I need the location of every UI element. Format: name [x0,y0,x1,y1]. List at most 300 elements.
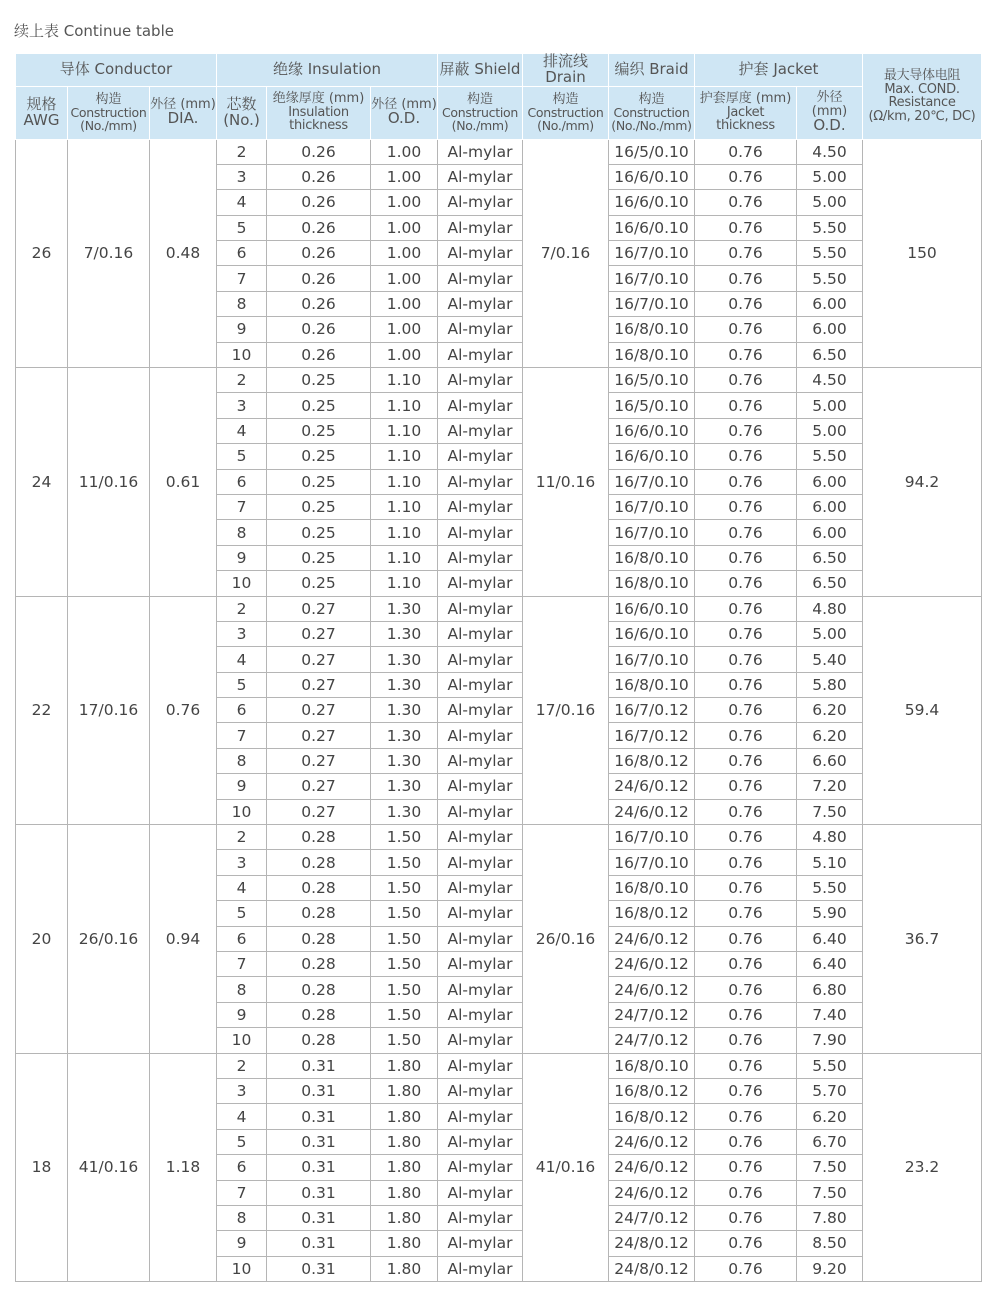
insulation-thickness-cell: 0.27 [267,799,371,824]
shield-cell: Al-mylar [438,215,523,240]
shield-cell: Al-mylar [438,469,523,494]
jacket-od-en: O.D. [813,116,846,135]
insulation-thickness-cell: 0.25 [267,368,371,393]
resistance-en2: Resistance [888,95,956,111]
shield-cell: Al-mylar [438,164,523,189]
cores-cell: 4 [217,418,267,443]
insulation-thickness-cell: 0.25 [267,393,371,418]
braid-cell: 24/6/0.12 [609,1155,695,1180]
braid-cell: 24/6/0.12 [609,799,695,824]
insulation-thickness-cell: 0.31 [267,1053,371,1078]
insulation-od-cell: 1.50 [371,1028,438,1053]
jacket-od-cell: 6.00 [797,291,863,316]
shield-cell: Al-mylar [438,825,523,850]
jacket-thickness-cell: 0.76 [695,444,797,469]
jacket-thickness-cell: 0.76 [695,901,797,926]
insulation-thickness-cell: 0.31 [267,1129,371,1154]
jacket-od-cell: 5.50 [797,241,863,266]
cores-cell: 5 [217,672,267,697]
jacket-od-cell: 6.70 [797,1129,863,1154]
jacket-od-cell: 5.00 [797,190,863,215]
cores-zh: 芯数 [226,94,257,113]
cores-cell: 7 [217,723,267,748]
insulation-thickness-cell: 0.28 [267,952,371,977]
resistance-cell: 150 [863,139,982,368]
braid-cell: 16/5/0.10 [609,139,695,164]
shield-cell: Al-mylar [438,698,523,723]
jacket-od-cell: 5.50 [797,215,863,240]
jacket-thickness-cell: 0.76 [695,596,797,621]
insulation-thickness-cell: 0.26 [267,241,371,266]
braid-cell: 24/6/0.12 [609,926,695,951]
jacket-od-cell: 8.50 [797,1231,863,1256]
jacket-thickness-cell: 0.76 [695,317,797,342]
cores-cell: 9 [217,317,267,342]
insulation-thickness-cell: 0.28 [267,977,371,1002]
insulation-od-cell: 1.00 [371,215,438,240]
braid-cell: 16/7/0.10 [609,469,695,494]
jacket-thickness-cell: 0.76 [695,418,797,443]
jacket-thickness-cell: 0.76 [695,799,797,824]
jacket-od-cell: 7.40 [797,1002,863,1027]
insulation-od-cell: 1.10 [371,444,438,469]
header-insulation: 绝缘 Insulation [217,54,438,87]
conductor-construction-cell: 26/0.16 [68,825,150,1054]
insulation-thickness-cell: 0.27 [267,723,371,748]
header-insulation-thickness [267,86,371,139]
insulation-thickness-cell: 0.26 [267,266,371,291]
jacket-thick-en1: Jacket [726,104,765,120]
shield-cell: Al-mylar [438,1053,523,1078]
shield-cell: Al-mylar [438,1028,523,1053]
shield-cell: Al-mylar [438,850,523,875]
jacket-od-cell: 5.70 [797,1078,863,1103]
shield-cell: Al-mylar [438,1155,523,1180]
table-row [16,368,982,393]
shield-cell: Al-mylar [438,418,523,443]
jacket-thickness-cell: 0.76 [695,190,797,215]
jacket-thickness-cell: 0.76 [695,1155,797,1180]
table-row [16,596,982,621]
cores-cell: 8 [217,748,267,773]
insulation-od-cell: 1.80 [371,1155,438,1180]
jacket-od-cell: 7.50 [797,1155,863,1180]
insulation-od-cell: 1.50 [371,926,438,951]
shield-cell: Al-mylar [438,723,523,748]
jacket-thickness-cell: 0.76 [695,723,797,748]
jacket-thickness-cell: 0.76 [695,1053,797,1078]
cable-spec-table [15,53,982,1282]
insulation-thickness-cell: 0.27 [267,672,371,697]
braid-cell: 24/7/0.12 [609,1205,695,1230]
braid-cell: 24/6/0.12 [609,952,695,977]
cores-cell: 3 [217,621,267,646]
insulation-od-cell: 1.30 [371,672,438,697]
header-awg [16,86,68,139]
jacket-thickness-cell: 0.76 [695,647,797,672]
insulation-od-cell: 1.00 [371,241,438,266]
cores-cell: 8 [217,291,267,316]
cores-cell: 10 [217,571,267,596]
insulation-od-cell: 1.50 [371,1002,438,1027]
header-braid: 编织 Braid [609,54,695,87]
jacket-thickness-cell: 0.76 [695,393,797,418]
cores-cell: 3 [217,164,267,189]
braid-cell: 16/8/0.12 [609,1104,695,1129]
cores-cell: 3 [217,393,267,418]
table-row [16,139,982,164]
braid-cell: 16/6/0.10 [609,190,695,215]
shield-cell: Al-mylar [438,368,523,393]
jacket-thickness-cell: 0.76 [695,241,797,266]
cores-cell: 4 [217,1104,267,1129]
awg-cell: 18 [16,1053,68,1282]
insulation-thickness-cell: 0.28 [267,926,371,951]
jacket-thickness-cell: 0.76 [695,1256,797,1281]
jacket-od-cell: 7.20 [797,774,863,799]
insulation-od-cell: 1.80 [371,1231,438,1256]
ins-od-zh: 外径 (mm) [371,96,437,112]
jacket-od-cell: 5.00 [797,621,863,646]
header-conductor: 导体 Conductor [16,54,217,87]
insulation-thickness-cell: 0.31 [267,1155,371,1180]
conductor-dia-cell: 0.76 [150,596,217,825]
cores-cell: 4 [217,875,267,900]
braid-cell: 24/6/0.12 [609,774,695,799]
insulation-od-cell: 1.10 [371,469,438,494]
insulation-thickness-cell: 0.25 [267,469,371,494]
shield-cell: Al-mylar [438,1078,523,1103]
cores-cell: 5 [217,901,267,926]
jacket-od-cell: 7.90 [797,1028,863,1053]
braid-cell: 16/6/0.10 [609,164,695,189]
braid-cell: 16/8/0.10 [609,1053,695,1078]
jacket-thickness-cell: 0.76 [695,748,797,773]
shield-cell: Al-mylar [438,1205,523,1230]
insulation-thickness-cell: 0.26 [267,190,371,215]
cond-constr-en1: Construction [70,105,147,121]
shield-cell: Al-mylar [438,774,523,799]
cores-cell: 3 [217,850,267,875]
jacket-thickness-cell: 0.76 [695,520,797,545]
conductor-dia-cell: 1.18 [150,1053,217,1282]
shield-cell: Al-mylar [438,596,523,621]
insulation-od-cell: 1.50 [371,825,438,850]
insulation-thickness-cell: 0.25 [267,520,371,545]
drain-constr-zh: 构造 [552,91,579,107]
conductor-dia-cell: 0.61 [150,368,217,597]
braid-cell: 16/8/0.10 [609,571,695,596]
insulation-thickness-cell: 0.28 [267,875,371,900]
braid-cell: 16/5/0.10 [609,368,695,393]
conductor-construction-cell: 7/0.16 [68,139,150,368]
cond-constr-en2: (No./mm) [80,118,137,134]
jacket-thickness-cell: 0.76 [695,850,797,875]
cores-cell: 7 [217,266,267,291]
header-jacket-od [797,86,863,139]
insulation-od-cell: 1.10 [371,393,438,418]
shield-cell: Al-mylar [438,952,523,977]
cores-cell: 8 [217,1205,267,1230]
cores-cell: 5 [217,444,267,469]
cores-cell: 2 [217,139,267,164]
braid-cell: 16/7/0.10 [609,494,695,519]
drain-cell: 11/0.16 [523,368,609,597]
jacket-thickness-cell: 0.76 [695,139,797,164]
shield-cell: Al-mylar [438,647,523,672]
insulation-thickness-cell: 0.26 [267,342,371,367]
insulation-thickness-cell: 0.27 [267,647,371,672]
header-shield-construction [438,86,523,139]
cores-cell: 9 [217,1231,267,1256]
jacket-od-cell: 7.50 [797,799,863,824]
drain-cell: 7/0.16 [523,139,609,368]
cores-cell: 5 [217,215,267,240]
awg-cell: 26 [16,139,68,368]
insulation-od-cell: 1.80 [371,1180,438,1205]
braid-cell: 24/7/0.12 [609,1002,695,1027]
cores-cell: 5 [217,1129,267,1154]
insulation-thickness-cell: 0.31 [267,1205,371,1230]
jacket-od-cell: 4.80 [797,825,863,850]
insulation-od-cell: 1.30 [371,723,438,748]
cores-cell: 3 [217,1078,267,1103]
cores-cell: 2 [217,825,267,850]
braid-cell: 24/6/0.12 [609,1180,695,1205]
awg-cell: 20 [16,825,68,1054]
shield-cell: Al-mylar [438,571,523,596]
table-body [16,139,982,1282]
ins-thick-en1: Insulation [288,104,349,120]
braid-constr-zh: 构造 [638,91,665,107]
conductor-construction-cell: 17/0.16 [68,596,150,825]
shield-cell: Al-mylar [438,444,523,469]
insulation-thickness-cell: 0.27 [267,698,371,723]
jacket-od-cell: 7.80 [797,1205,863,1230]
jacket-od-cell: 6.20 [797,723,863,748]
jacket-thickness-cell: 0.76 [695,164,797,189]
jacket-thickness-cell: 0.76 [695,266,797,291]
insulation-od-cell: 1.80 [371,1256,438,1281]
insulation-od-cell: 1.80 [371,1205,438,1230]
braid-cell: 16/8/0.12 [609,1078,695,1103]
cores-cell: 6 [217,241,267,266]
jacket-thickness-cell: 0.76 [695,571,797,596]
insulation-od-cell: 1.10 [371,520,438,545]
shield-cell: Al-mylar [438,241,523,266]
jacket-od-cell: 5.50 [797,444,863,469]
shield-cell: Al-mylar [438,1002,523,1027]
shield-cell: Al-mylar [438,621,523,646]
insulation-thickness-cell: 0.26 [267,139,371,164]
braid-cell: 24/8/0.12 [609,1256,695,1281]
insulation-thickness-cell: 0.28 [267,825,371,850]
shield-cell: Al-mylar [438,748,523,773]
jacket-od-cell: 5.50 [797,266,863,291]
insulation-od-cell: 1.50 [371,901,438,926]
insulation-thickness-cell: 0.25 [267,545,371,570]
conductor-dia-cell: 0.48 [150,139,217,368]
jacket-od-cell: 6.20 [797,698,863,723]
shield-cell: Al-mylar [438,545,523,570]
insulation-od-cell: 1.00 [371,291,438,316]
insulation-od-cell: 1.10 [371,545,438,570]
table-header [16,54,982,140]
jacket-thickness-cell: 0.76 [695,1231,797,1256]
cores-cell: 6 [217,698,267,723]
braid-cell: 16/6/0.10 [609,418,695,443]
jacket-od-cell: 9.20 [797,1256,863,1281]
insulation-thickness-cell: 0.28 [267,1028,371,1053]
shield-cell: Al-mylar [438,291,523,316]
cond-dia-en: DIA. [167,109,199,128]
insulation-od-cell: 1.30 [371,698,438,723]
jacket-od-cell: 5.50 [797,875,863,900]
cores-cell: 7 [217,952,267,977]
shield-constr-en2: (No./mm) [451,118,509,134]
insulation-thickness-cell: 0.31 [267,1180,371,1205]
jacket-thickness-cell: 0.76 [695,1129,797,1154]
shield-cell: Al-mylar [438,190,523,215]
jacket-od-cell: 6.00 [797,469,863,494]
cores-cell: 6 [217,469,267,494]
shield-cell: Al-mylar [438,901,523,926]
conductor-construction-cell: 41/0.16 [68,1053,150,1282]
resistance-zh: 最大导体电阻 [883,67,961,83]
braid-cell: 16/8/0.10 [609,672,695,697]
jacket-thickness-cell: 0.76 [695,1078,797,1103]
insulation-thickness-cell: 0.27 [267,748,371,773]
insulation-thickness-cell: 0.26 [267,215,371,240]
jacket-thickness-cell: 0.76 [695,215,797,240]
cond-constr-zh: 构造 [95,91,122,107]
jacket-od-cell: 7.50 [797,1180,863,1205]
resistance-cell: 59.4 [863,596,982,825]
braid-cell: 24/8/0.12 [609,1231,695,1256]
insulation-thickness-cell: 0.27 [267,621,371,646]
insulation-od-cell: 1.50 [371,977,438,1002]
shield-cell: Al-mylar [438,1104,523,1129]
jacket-od-cell: 5.80 [797,672,863,697]
cores-cell: 8 [217,520,267,545]
braid-cell: 16/7/0.12 [609,698,695,723]
insulation-thickness-cell: 0.31 [267,1078,371,1103]
jacket-thickness-cell: 0.76 [695,621,797,646]
jacket-od-cell: 4.80 [797,596,863,621]
header-drain: 排流线 Drain [523,54,609,87]
insulation-od-cell: 1.10 [371,418,438,443]
cores-cell: 4 [217,190,267,215]
braid-cell: 16/7/0.10 [609,241,695,266]
jacket-od-zh: 外径 (mm) [811,89,848,119]
insulation-thickness-cell: 0.31 [267,1256,371,1281]
braid-cell: 16/6/0.10 [609,215,695,240]
jacket-thickness-cell: 0.76 [695,469,797,494]
jacket-od-cell: 6.00 [797,317,863,342]
jacket-od-cell: 6.50 [797,342,863,367]
jacket-od-cell: 4.50 [797,139,863,164]
insulation-od-cell: 1.00 [371,266,438,291]
cores-cell: 7 [217,494,267,519]
jacket-thickness-cell: 0.76 [695,698,797,723]
braid-cell: 16/6/0.10 [609,621,695,646]
braid-cell: 16/6/0.10 [609,596,695,621]
jacket-thickness-cell: 0.76 [695,342,797,367]
jacket-od-cell: 5.90 [797,901,863,926]
jacket-thickness-cell: 0.76 [695,1002,797,1027]
insulation-od-cell: 1.30 [371,799,438,824]
insulation-od-cell: 1.80 [371,1078,438,1103]
jacket-thickness-cell: 0.76 [695,774,797,799]
jacket-od-cell: 6.00 [797,494,863,519]
resistance-cell: 94.2 [863,368,982,597]
braid-cell: 16/8/0.12 [609,901,695,926]
shield-cell: Al-mylar [438,875,523,900]
resistance-unit: (Ω/km, 20℃, DC) [868,108,976,124]
resistance-en1: Max. COND. [884,81,960,97]
jacket-thickness-cell: 0.76 [695,825,797,850]
jacket-thickness-cell: 0.76 [695,545,797,570]
jacket-od-cell: 4.50 [797,368,863,393]
shield-cell: Al-mylar [438,977,523,1002]
drain-cell: 26/0.16 [523,825,609,1054]
insulation-od-cell: 1.00 [371,139,438,164]
cores-cell: 2 [217,1053,267,1078]
insulation-od-cell: 1.50 [371,850,438,875]
resistance-cell: 23.2 [863,1053,982,1282]
awg-zh: 规格 [26,94,57,113]
braid-cell: 16/8/0.10 [609,342,695,367]
table-caption: 续上表 Continue table [14,22,174,40]
jacket-thickness-cell: 0.76 [695,952,797,977]
jacket-thickness-cell: 0.76 [695,875,797,900]
cores-cell: 7 [217,1180,267,1205]
braid-cell: 16/7/0.10 [609,291,695,316]
cond-dia-zh: 外径 (mm) [150,96,216,112]
shield-cell: Al-mylar [438,266,523,291]
insulation-od-cell: 1.00 [371,342,438,367]
insulation-thickness-cell: 0.28 [267,850,371,875]
braid-cell: 16/6/0.10 [609,444,695,469]
jacket-od-cell: 5.40 [797,647,863,672]
jacket-thick-en2: thickness [716,118,775,134]
braid-cell: 16/7/0.10 [609,520,695,545]
drain-cell: 41/0.16 [523,1053,609,1282]
insulation-od-cell: 1.80 [371,1129,438,1154]
braid-cell: 24/7/0.12 [609,1028,695,1053]
insulation-od-cell: 1.50 [371,875,438,900]
drain-cell: 17/0.16 [523,596,609,825]
jacket-od-cell: 6.40 [797,926,863,951]
cores-cell: 6 [217,926,267,951]
awg-cell: 22 [16,596,68,825]
jacket-thick-zh: 护套厚度 (mm) [699,91,792,107]
shield-cell: Al-mylar [438,1256,523,1281]
braid-cell: 16/8/0.10 [609,317,695,342]
table-row [16,825,982,850]
jacket-thickness-cell: 0.76 [695,672,797,697]
jacket-thickness-cell: 0.76 [695,977,797,1002]
shield-cell: Al-mylar [438,672,523,697]
drain-constr-en1: Construction [527,105,604,121]
cores-cell: 10 [217,1028,267,1053]
jacket-thickness-cell: 0.76 [695,494,797,519]
shield-cell: Al-mylar [438,494,523,519]
insulation-od-cell: 1.30 [371,596,438,621]
cores-cell: 10 [217,342,267,367]
resistance-cell: 36.7 [863,825,982,1054]
insulation-thickness-cell: 0.27 [267,774,371,799]
